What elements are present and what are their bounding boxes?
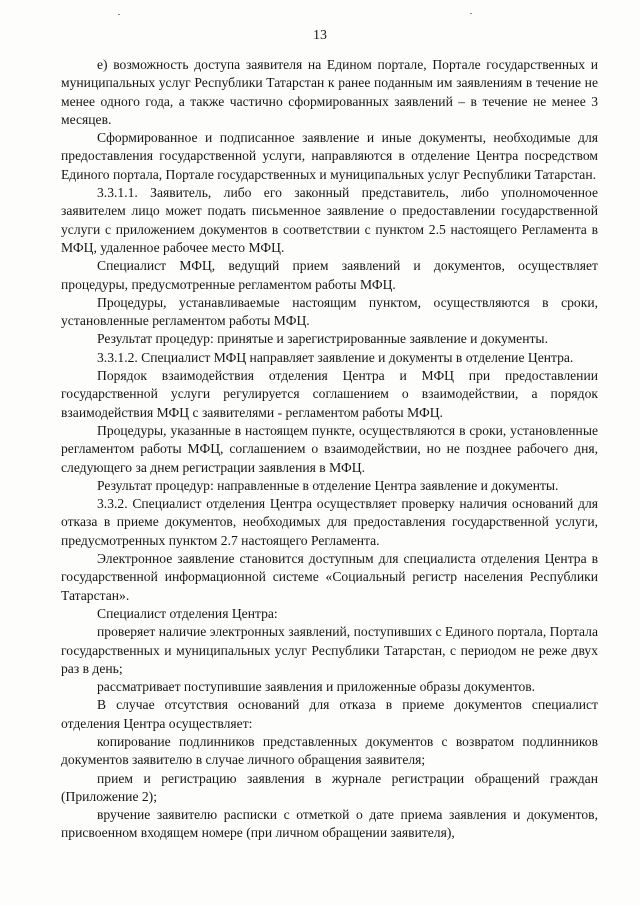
page-number: 13 [313,28,327,43]
paragraph: Специалист отделения Центра: [97,605,278,621]
scan-speck [470,13,472,14]
paragraph: 3.3.1.2. Специалист МФЦ направляет заявление и документы в отделение Центра. [97,349,574,365]
paragraph: Электронное заявление становится доступным для специалиста отделения Центра в государственной информационной системе «Социальный регистр населения Республики Татарстан». [61,551,598,603]
paragraph: Результат процедур: направленные в отделение Центра заявление и документы. [97,477,559,493]
paragraph: Процедуры, устанавливаемые настоящим пунктом, осуществляются в сроки, установленные регламентом работы МФЦ. [61,294,598,329]
paragraph: 3.3.2. Специалист отделения Центра осуществляет проверку наличия оснований для отказа в приеме документов, необходимых для предоставления государственной услуги, предусмотренных пунктом 2.7 настоящего Регламента. [61,496,598,548]
paragraph: рассматривает поступившие заявления и приложенные образы документов. [97,679,536,695]
scan-speck [118,14,120,15]
paragraph: вручение заявителю расписки с отметкой о дате приема заявления и документов, присвоенном входящем номере (при личном обращении заявителя), [61,807,598,841]
paragraph: копирование подлинников представленных документов с возвратом подлинников документов заявителю в случае личного обращения заявителя; [61,733,598,768]
paragraph: Результат процедур: принятые и зарегистрированные заявление и документы. [97,331,548,347]
paragraph: 3.3.1.1. Заявитель, либо его законный представитель, либо уполномоченное заявителем лицо может подать письменное заявление о предоставлении государственной услуги с приложением документов в соответствии с пунктом 2.5 настоящего Регламента в МФЦ, удаленное рабочее место МФЦ. [61,185,598,255]
paragraph: Специалист МФЦ, ведущий прием заявлений и документов, осуществляет процедуры, предусмотренные регламентом работы МФЦ. [61,258,598,292]
paragraph: В случае отсутствия оснований для отказа в приеме документов специалист отделения Центра осуществляет: [61,697,598,731]
paragraph: е) возможность доступа заявителя на Едином портале, Портале государственных и муниципальных услуг Республики Татарстан к ранее поданным им заявлениям в течение не менее одного года, а также частично сформированных заявлений – в течение не менее 3 месяцев. [61,57,598,127]
paragraph: прием и регистрацию заявления в журнале регистрации обращений граждан (Приложение 2); [61,770,598,804]
document-body [61,56,598,843]
paragraph: Сформированное и подписанное заявление и иные документы, необходимые для предоставления государственной услуги, направляются в отделение Центра посредством Единого портала, Портале государственных и муниципальных услуг Республики Татарстан. [61,130,598,182]
paragraph: проверяет наличие электронных заявлений, поступивших с Единого портала, Портала государственных и муниципальных услуг Республики Татарстан, с периодом не реже двух раз в день; [61,624,598,676]
paragraph: Порядок взаимодействия отделения Центра и МФЦ при предоставлении государственной услуги регулируется соглашением о взаимодействии, а порядок взаимодействия МФЦ с заявителями - регламентом работы МФЦ. [61,368,598,420]
paragraph: Процедуры, указанные в настоящем пункте, осуществляются в сроки, установленные регламентом работы МФЦ, соглашением о взаимодействии, но не позднее рабочего дня, следующего за днем регистрации заявления в МФЦ. [61,422,598,475]
